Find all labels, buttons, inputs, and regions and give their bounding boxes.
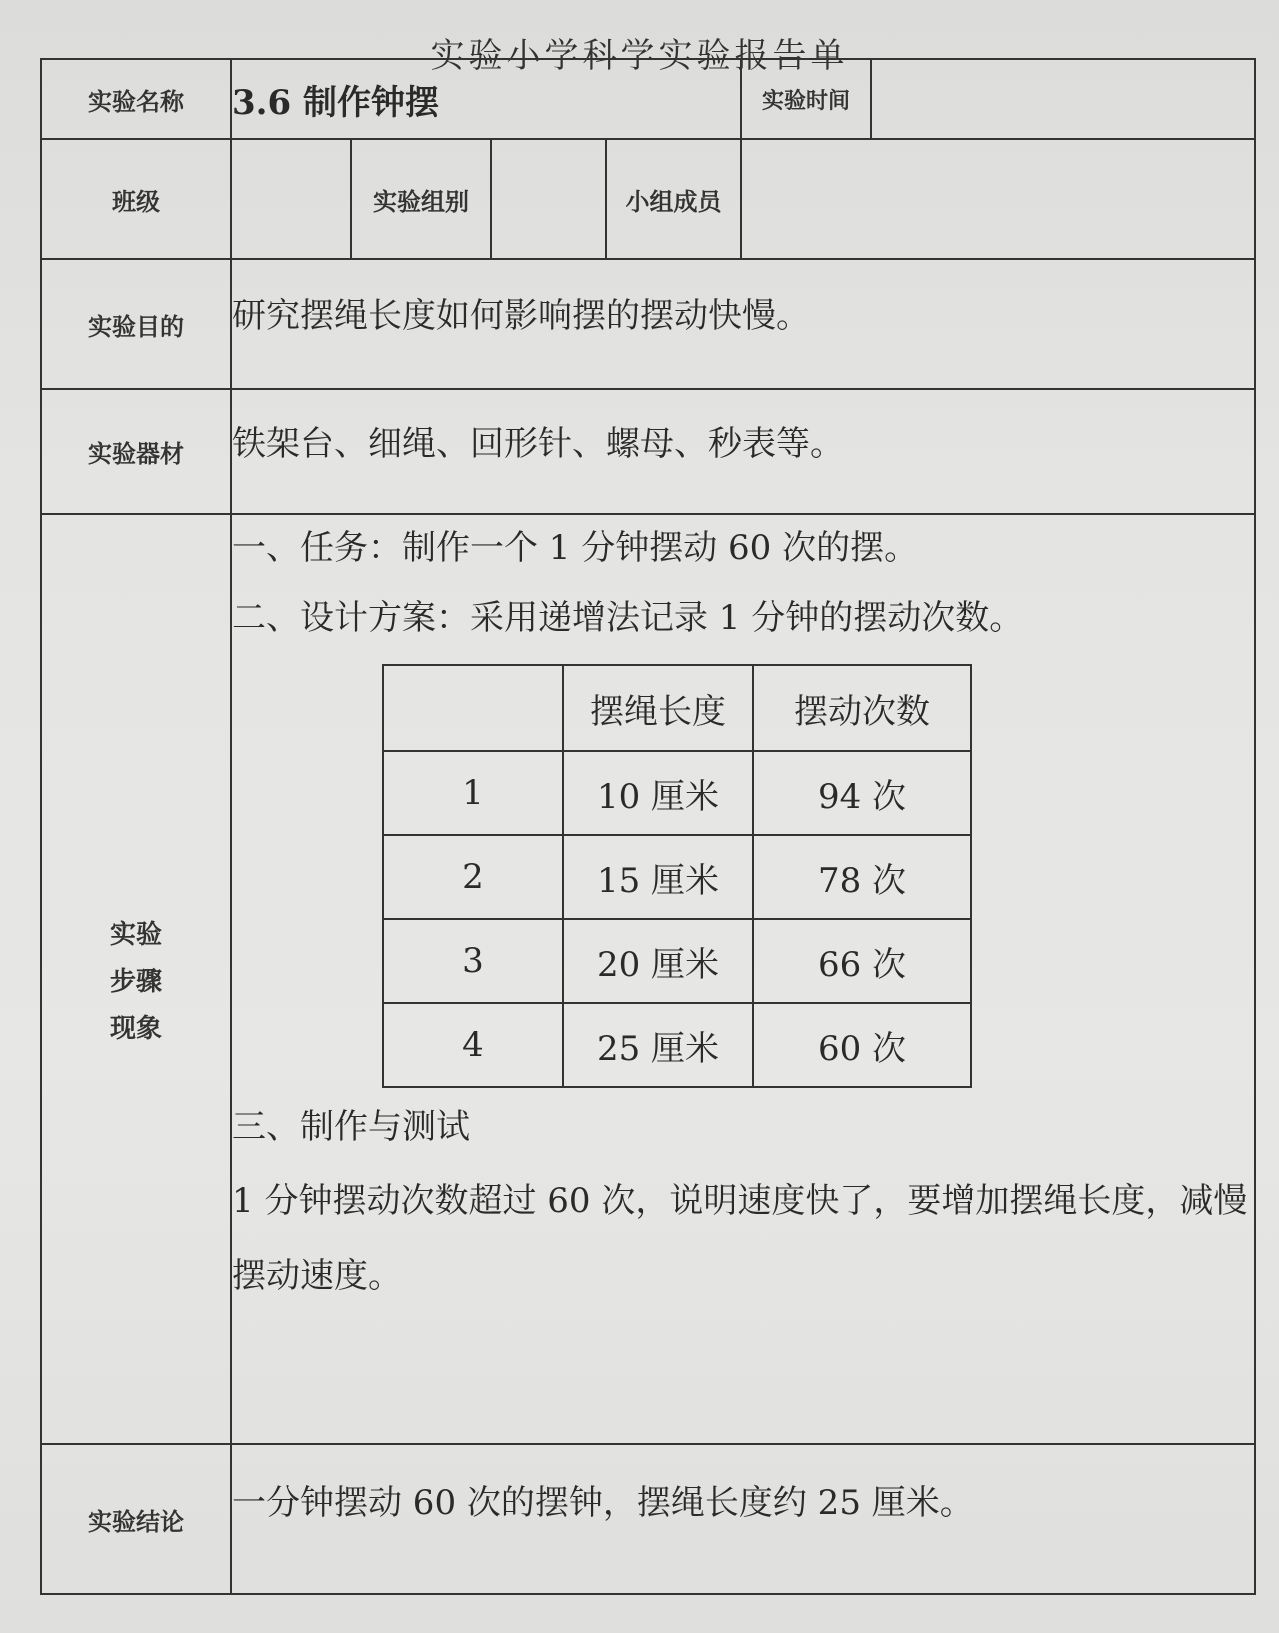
- label-steps-cell: [41, 514, 231, 1444]
- group-value: [491, 139, 606, 259]
- report-table: [40, 58, 1256, 1595]
- label-steps-line-1: 实验: [109, 919, 162, 950]
- data-header-index: [383, 665, 563, 751]
- row-swings: 60 次: [753, 1003, 971, 1087]
- purpose-text: 研究摆绳长度如何影响摆的摆动快慢。: [231, 259, 1255, 389]
- table-row: [383, 751, 971, 835]
- row-class: [41, 139, 1255, 259]
- label-purpose: 实验目的: [41, 259, 231, 389]
- label-materials: 实验器材: [41, 389, 231, 514]
- data-table: [382, 664, 972, 1088]
- label-steps: [42, 914, 230, 1045]
- row-conclusion: [41, 1444, 1255, 1594]
- row-purpose: [41, 259, 1255, 389]
- experiment-time: [871, 59, 1255, 139]
- test-heading: 三、制作与测试: [232, 1107, 470, 1148]
- label-steps-line-3: 现象: [109, 1013, 162, 1044]
- row-index: 3: [383, 919, 563, 1003]
- row-steps: [41, 514, 1255, 1444]
- label-conclusion: 实验结论: [41, 1444, 231, 1594]
- class-value: [231, 139, 351, 259]
- materials-text: 铁架台、细绳、回形针、螺母、秒表等。: [231, 389, 1255, 514]
- task-text: 一、任务：制作一个 1 分钟摆动 60 次的摆。: [232, 528, 919, 568]
- row-length: 15 厘米: [563, 835, 753, 919]
- row-index: 2: [383, 835, 563, 919]
- row-swings: 94 次: [753, 751, 971, 835]
- test-text: 1 分钟摆动次数超过 60 次，说明速度快了，要增加摆绳长度，减慢摆动速度。: [232, 1180, 1248, 1296]
- data-header-swings: 摆动次数: [753, 665, 971, 751]
- label-members: 小组成员: [606, 139, 741, 259]
- row-index: 1: [383, 751, 563, 835]
- row-swings: 78 次: [753, 835, 971, 919]
- row-index: 4: [383, 1003, 563, 1087]
- conclusion-text: 一分钟摆动 60 次的摆钟，摆绳长度约 25 厘米。: [231, 1444, 1255, 1594]
- row-name: [41, 59, 1255, 139]
- experiment-name: 3.6 制作钟摆: [231, 59, 741, 139]
- label-steps-line-2: 步骤: [109, 966, 162, 997]
- row-swings: 66 次: [753, 919, 971, 1003]
- steps-content: [231, 514, 1255, 1444]
- members-value: [741, 139, 1255, 259]
- design-text: 二、设计方案：采用递增法记录 1 分钟的摆动次数。: [232, 597, 1024, 638]
- label-experiment-name: 实验名称: [41, 59, 231, 139]
- label-class: 班级: [41, 139, 231, 259]
- table-row: [383, 1003, 971, 1087]
- row-length: 25 厘米: [563, 1003, 753, 1087]
- row-length: 10 厘米: [563, 751, 753, 835]
- data-header-length: 摆绳长度: [563, 665, 753, 751]
- data-table-header: [383, 665, 971, 751]
- table-row: [383, 835, 971, 919]
- document-title: 实验小学科学实验报告单: [430, 36, 849, 76]
- row-length: 20 厘米: [563, 919, 753, 1003]
- row-materials: [41, 389, 1255, 514]
- table-row: [383, 919, 971, 1003]
- label-experiment-time: 实验时间: [741, 59, 871, 139]
- label-group: 实验组别: [351, 139, 491, 259]
